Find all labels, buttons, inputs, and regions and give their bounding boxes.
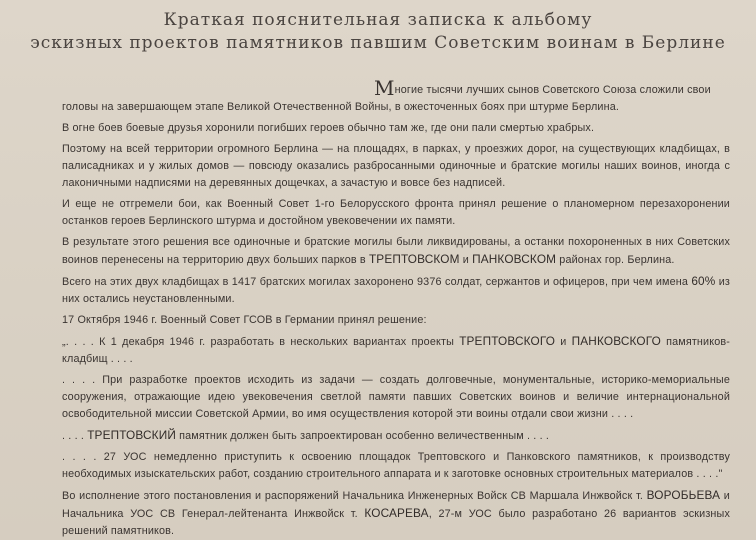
paragraph-5 <box>62 234 730 269</box>
paragraph-1-opening: ногие тысячи лучших сынов Советского Союза сложили свои <box>394 84 711 96</box>
paragraph-7: 17 Октября 1946 г. Военный Совет ГСОВ в Германии принял решение: <box>62 314 427 326</box>
paragraph-1-text: головы на завершающем этапе Великой Отечественной Войны, в ожесточенных боях при штурме Берлина. <box>62 101 620 113</box>
quote-1-text-a: „. . . . К 1 декабря 1946 г. разработать в нескольких вариантах проекты <box>62 336 460 348</box>
quote-4: . . . . 27 УОС немедленно приступить к освоению площадок Трептовского и Панковского памятников, к производству необходимых изыскательских работ, созданию строительного аппарата и к заготовке основных строительных материалов . . . ." <box>62 451 730 480</box>
paragraph-5-text-c: и <box>459 254 473 266</box>
paragraph-5-text-a: В результате этого решения все одиночные и братские могилы были ликвидированы, а останки похороненных в них Советских воинов перенесены на территорию двух больших парков в <box>62 236 730 266</box>
kosarev-name: КОСАРЕВА <box>364 506 429 520</box>
quote-3 <box>62 427 730 445</box>
vorobyev-name: ВОРОБЬЕВА <box>646 488 721 502</box>
pankow-genitive: ПАНКОВСКОГО <box>571 334 661 348</box>
paragraph-8-text-a: Во исполнение этого постановления и распоряжений Начальника Инженерных Войск СВ Маршала Инжвойск т. <box>62 490 647 502</box>
paragraph-1 <box>62 76 730 116</box>
treptow-nominative: ТРЕПТОВСКИЙ <box>87 428 176 442</box>
treptow-genitive: ТРЕПТОВСКОГО <box>459 334 556 348</box>
drop-cap: М <box>374 76 395 100</box>
quote-1-text-c: и <box>555 336 572 348</box>
quote-3-text-a: . . . . <box>62 430 88 442</box>
paragraph-5-text-e: районах гор. Берлина. <box>556 254 675 266</box>
quote-1 <box>62 333 730 368</box>
paragraph-6-text-a: Всего на этих двух кладбищах в 1417 братских могилах захоронено 9376 солдат, сержантов и офицеров, при чем имена <box>62 276 692 288</box>
document-title-line-1: Краткая пояснительная записка к альбому <box>163 10 593 30</box>
document-body <box>62 76 731 540</box>
paragraph-6 <box>62 273 730 308</box>
paragraph-8-text-e: , 27-м УОС было разработано 26 вариантов эскизных решений памятников. <box>62 508 731 537</box>
quote-3-text-c: памятник должен быть запроектирован особенно величественным . . . . <box>175 430 550 442</box>
quote-2: . . . . При разработке проектов исходить из задачи — создать долговечные, монументальные, историко-мемориальные сооружения, отражающие идею увековечения светлой памяти павших Советских воинов и величие интернациональной освободительной миссии Советской Армии, во имя осуществления которой эти воины отдали свои жизни . . . . <box>62 374 730 420</box>
paragraph-6-text-c: из них остались неустановленными. <box>62 276 730 305</box>
paragraph-2: В огне боев боевые друзья хоронили погибших героев обычно там же, где они пали смертью храбрых. <box>62 122 595 134</box>
quote-1-text-e: памятников-кладбищ . . . . <box>62 336 730 365</box>
pankow-name: ПАНКОВСКОМ <box>472 252 557 266</box>
paragraph-3: Поэтому на всей территории огромного Берлина — на площадях, в парках, у проезжих дорог, на существующих кладбищах, в палисадниках и у жилых домов — повсюду оказались разбросанными одиночные и братские могилы наших воинов, иногда с лаконичными надписями на деревянных дощечках, а зачастую и вовсе без надписей. <box>62 143 730 189</box>
paragraph-1-first-line <box>374 76 730 100</box>
paragraph-8-text-c: и Начальника УОС СВ Генерал-лейтенанта Инжвойск т. <box>62 490 730 520</box>
document-title-line-2: эскизных проектов памятников павшим Советским воинам в Берлине <box>30 33 726 53</box>
percent-value: 60% <box>691 274 716 288</box>
treptow-name: ТРЕПТОВСКОМ <box>368 252 460 266</box>
paragraph-8 <box>62 487 730 540</box>
paragraph-4: И еще не отгремели бои, как Военный Совет 1-го Белорусского фронта принял решение о планомерном перезахоронении останков героев Берлинского штурма и достойном увековечении их памяти. <box>62 198 730 227</box>
